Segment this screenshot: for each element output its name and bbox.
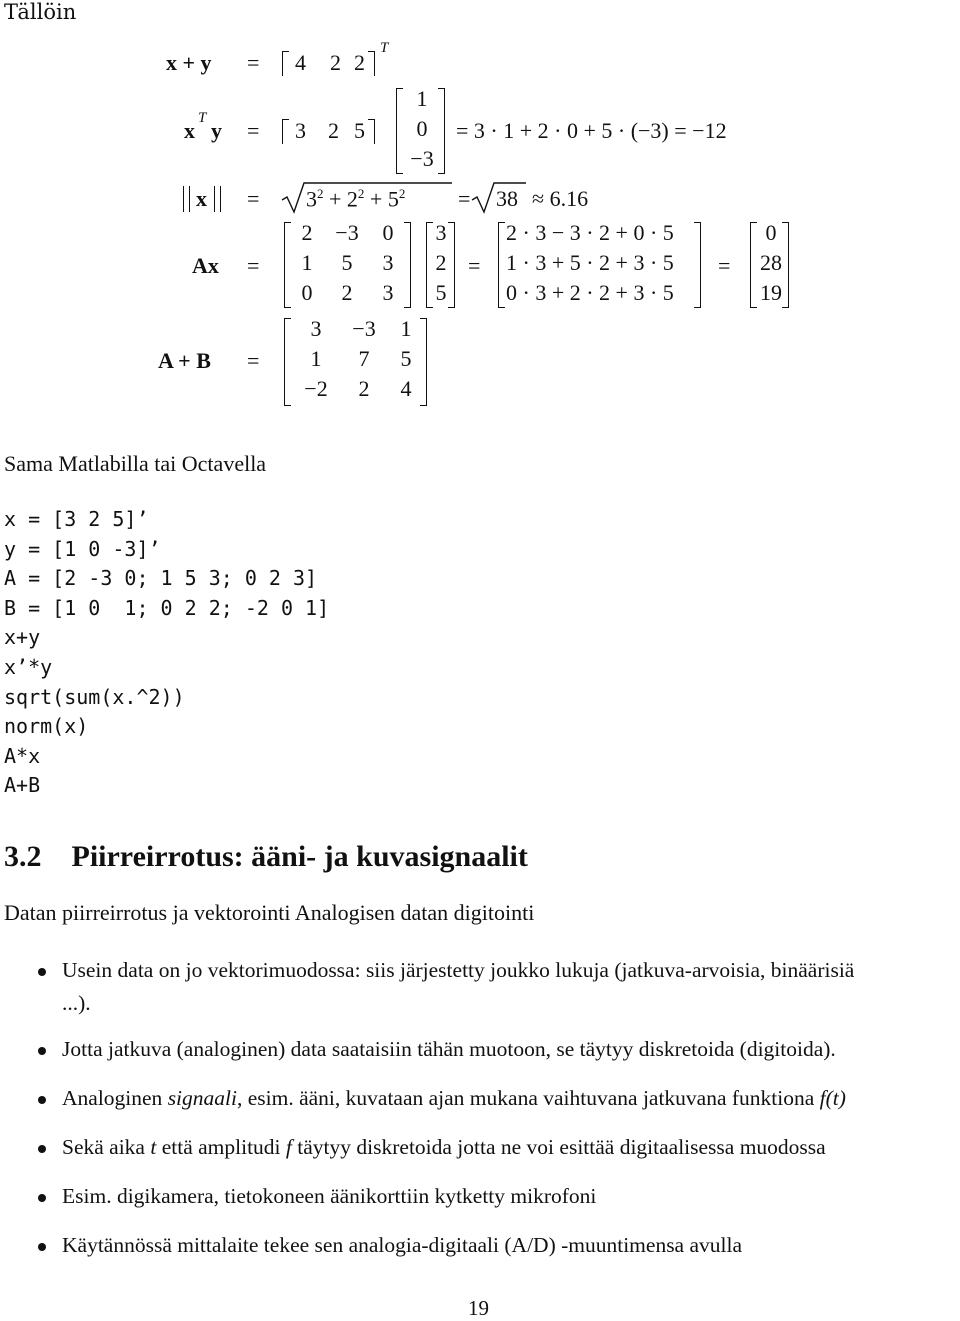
bracket-left: [282, 119, 289, 144]
lhs-ax: Ax: [192, 253, 219, 278]
bracket-left: [396, 88, 403, 174]
matrix-entry: 1: [301, 250, 313, 275]
matrix-a: [292, 220, 404, 306]
matrix-entry: 2: [358, 376, 370, 401]
lhs-dot-x: x: [184, 118, 195, 143]
matrix-entry: −3: [352, 316, 376, 341]
dot-row-entry: 5: [354, 118, 365, 143]
matrix-entry: 5: [435, 280, 447, 305]
matrix-entry: 28: [760, 250, 782, 275]
code-line: sqrt(sum(x.^2)): [4, 684, 185, 709]
lhs-norm: x: [196, 186, 207, 211]
bullet-dot: [38, 1243, 46, 1251]
bullet-dot: [38, 968, 46, 976]
bullet-dot: [38, 1047, 46, 1055]
matrix-entry: 0: [382, 220, 394, 245]
matrix-entry: 3: [382, 250, 394, 275]
list-item: Käytännössä mittalaite tekee sen analogia-digitaali (A/D) -muuntimensa avulla: [62, 1233, 743, 1257]
code-line: x = [3 2 5]’: [4, 507, 149, 531]
equals-sign: =: [247, 50, 260, 75]
subheading: Datan piirreirrotus ja vektorointi Analogisen datan digitointi: [4, 900, 535, 925]
sum-entry: 4: [295, 50, 306, 75]
norm-bar: [189, 186, 190, 212]
code-line: norm(x): [4, 714, 89, 739]
norm-sqrt-value: 38: [496, 186, 518, 211]
matrix-entry: 2: [341, 280, 353, 305]
matrix-entry: 7: [358, 346, 370, 371]
bracket-right: [420, 318, 427, 406]
section-title: Piirreirrotus: ääni- ja kuvasignaalit: [71, 840, 528, 873]
list-item: Esim. digikamera, tietokoneen äänikorttiin kytketty mikrofoni: [62, 1184, 597, 1208]
matrix-entry: 1 · 3 + 5 · 2 + 3 · 5: [506, 250, 674, 275]
list-item-continuation: ...).: [62, 991, 91, 1015]
matrix-entry: 4: [400, 376, 412, 401]
lhs-dot-sup: T: [198, 110, 207, 126]
matrix-entry: −2: [304, 376, 328, 401]
bullet-dot: [38, 1096, 46, 1104]
norm-approx: ≈ 6.16: [532, 186, 589, 211]
equals-sign: =: [458, 186, 471, 211]
section-number: 3.2: [4, 840, 42, 873]
list-item: Usein data on jo vektorimuodossa: siis järjestetty joukko lukuja (jatkuva-arvoisia, binäärisiä: [62, 958, 855, 982]
code-line: A = [2 -3 0; 1 5 3; 0 2 3]: [4, 566, 318, 591]
dot-row-entry: 3: [295, 118, 306, 143]
sum-entry: 2: [330, 50, 341, 75]
matrix-entry: 0 · 3 + 2 · 2 + 3 · 5: [506, 280, 674, 305]
lhs-sum: x + y: [166, 50, 212, 75]
equals-sign: =: [247, 253, 260, 278]
dot-result: = 3 · 1 + 2 · 0 + 5 · (−3) = −12: [456, 118, 727, 143]
equals-sign: =: [468, 253, 481, 278]
matrix-entry: 2 · 3 − 3 · 2 + 0 · 5: [506, 220, 674, 245]
matrix-entry: 1: [416, 86, 428, 111]
matrix-entry: 2: [301, 220, 313, 245]
bracket-right: [368, 51, 375, 76]
sum-entry: 2: [354, 50, 365, 75]
bullet-dot: [38, 1145, 46, 1153]
bracket-left: [284, 318, 291, 406]
bracket-right: [438, 88, 445, 174]
equals-sign: =: [718, 253, 731, 278]
norm-bar: [214, 186, 215, 212]
norm-bar: [220, 186, 221, 212]
matrix-entry: 1: [310, 346, 322, 371]
matrix-entry: 2: [435, 250, 447, 275]
dot-column-vector: [404, 86, 440, 172]
bracket-left: [498, 222, 505, 308]
list-item: Jotta jatkuva (analoginen) data saataisiin tähän muotoon, se täytyy diskretoida (digitoida).: [62, 1037, 836, 1061]
bullet-dot: [38, 1194, 46, 1202]
matrix-entry: −3: [335, 220, 359, 245]
list-item: Sekä aika t että amplitudi f täytyy diskretoida jotta ne voi esittää digitaalisessa muodossa: [62, 1135, 826, 1159]
code-line: A+B: [4, 773, 41, 798]
code-line: x’*y: [4, 654, 53, 679]
matrix-entry: 0: [416, 116, 428, 141]
ax-expanded: [506, 220, 696, 306]
equals-sign: =: [247, 348, 260, 373]
matrix-entry: −3: [410, 146, 434, 171]
matlab-heading: Sama Matlabilla tai Octavella: [4, 451, 267, 476]
matrix-entry: 19: [760, 280, 782, 305]
norm-term: $3^2 + 2^2 + 5^2$: [306, 186, 406, 212]
code-line: A*x: [4, 743, 41, 768]
matrix-entry: 1: [400, 316, 412, 341]
bracket-right: [694, 222, 701, 308]
list-item: Analoginen signaali, esim. ääni, kuvataan ajan mukana vaihtuvana jatkuvana funktiona f(t): [62, 1086, 846, 1110]
matrix-a-plus-b: [294, 316, 422, 402]
matrix-entry: 0: [301, 280, 313, 305]
bracket-left: [284, 222, 291, 308]
code-block: [4, 505, 329, 801]
code-line: B = [1 0 1; 0 2 2; -2 0 1]: [4, 595, 330, 620]
matrix-entry: 5: [341, 250, 353, 275]
intro-text: Tällöin: [4, 0, 77, 24]
bracket-right: [782, 222, 789, 308]
section-heading: [4, 840, 528, 874]
matrix-entry: 0: [765, 220, 777, 245]
bracket-right: [368, 119, 375, 144]
code-line: y = [1 0 -3]’: [4, 536, 161, 561]
bracket-right: [448, 222, 455, 308]
dot-row-entry: 2: [328, 118, 339, 143]
equals-sign: =: [247, 186, 260, 211]
matrix-entry: 5: [400, 346, 412, 371]
transpose-sup: T: [380, 40, 389, 56]
bracket-right: [404, 222, 411, 308]
matrix-entry: 3: [310, 316, 322, 341]
matrix-entry: 3: [382, 280, 394, 305]
lhs-apb: A + B: [158, 348, 211, 373]
norm-bar: [183, 186, 184, 212]
bracket-left: [282, 51, 289, 76]
equals-sign: =: [247, 118, 260, 143]
page-number: 19: [468, 1296, 489, 1320]
matrix-entry: 3: [435, 220, 447, 245]
lhs-dot-y: y: [211, 118, 222, 143]
code-line: x+y: [4, 625, 41, 650]
